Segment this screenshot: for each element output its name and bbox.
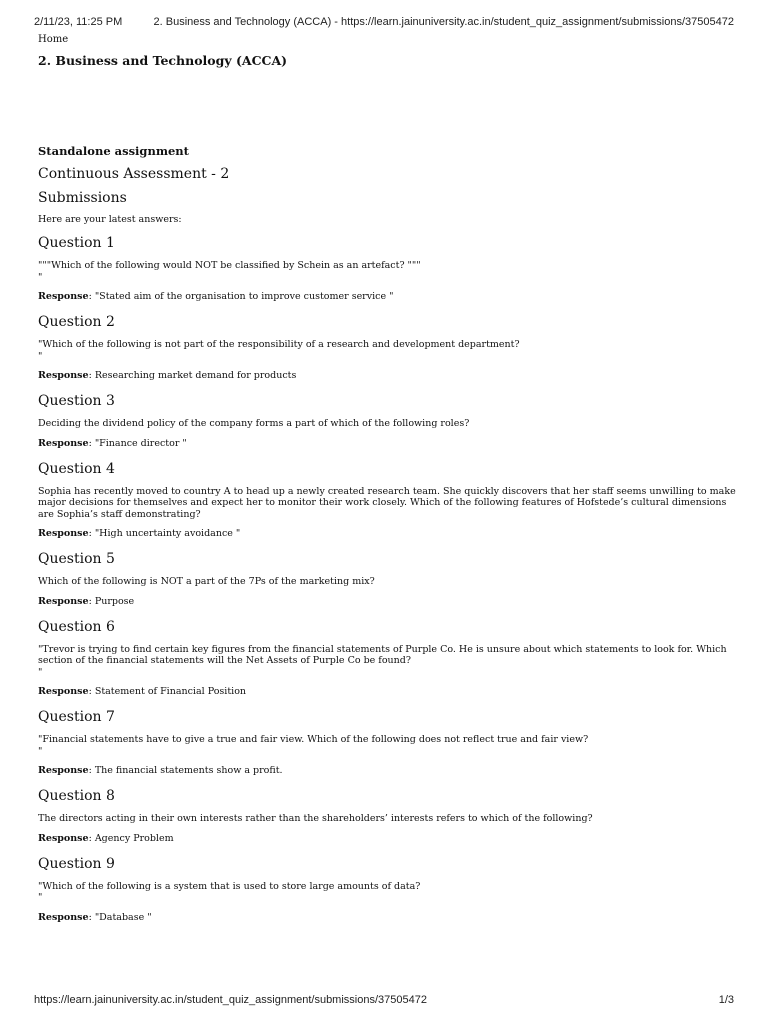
question-block	[38, 709, 738, 776]
print-footer	[34, 994, 734, 1006]
question-title: Question 4	[38, 460, 115, 477]
response-label: Response	[38, 686, 89, 697]
context-label: Standalone assignment	[38, 144, 189, 158]
question-response	[38, 438, 738, 449]
question-title: Question 5	[38, 551, 115, 567]
print-header	[34, 16, 734, 28]
response-label: Response	[38, 595, 89, 607]
question-response	[38, 833, 738, 844]
question-block	[38, 461, 738, 540]
response-label: Response	[38, 291, 89, 302]
question-text: Deciding the dividend policy of the company forms a part of which of the following roles?	[38, 418, 470, 429]
question-response	[38, 291, 738, 302]
response-colon: :	[88, 370, 95, 381]
response-value: Researching market demand for products	[94, 370, 297, 381]
response-colon: :	[88, 911, 95, 923]
question-title: Question 2	[38, 314, 115, 330]
question-block	[38, 619, 738, 698]
response-colon: :	[88, 291, 95, 302]
response-value: Agency Problem	[94, 832, 174, 844]
response-value: "Stated aim of the organisation to improve customer service "	[94, 291, 394, 302]
question-response	[38, 528, 738, 539]
question-title: Question 9	[38, 855, 115, 872]
question-block	[38, 314, 738, 381]
question-block	[38, 551, 738, 607]
response-value: "Database "	[94, 911, 152, 923]
print-footer-url: https://learn.jainuniversity.ac.in/student_quiz_assignment/submissions/37505472	[34, 994, 427, 1006]
response-label: Response	[38, 370, 89, 381]
response-colon: :	[88, 832, 95, 844]
response-colon: :	[88, 437, 95, 449]
question-title: Question 8	[38, 788, 115, 804]
question-text: """Which of the following would NOT be classified by Schein as an artefact? """ "	[38, 260, 421, 283]
question-response	[38, 370, 738, 381]
question-response	[38, 596, 738, 607]
response-value: Purpose	[94, 595, 135, 607]
question-response	[38, 912, 738, 923]
question-block	[38, 393, 738, 449]
question-list	[38, 235, 738, 923]
question-block	[38, 856, 738, 923]
question-text: "Which of the following is a system that is used to store large amounts of data? "	[38, 880, 421, 903]
response-value: "High uncertainty avoidance "	[94, 528, 241, 539]
question-block	[38, 788, 738, 844]
question-response	[38, 765, 738, 776]
print-page-number: 1/3	[718, 994, 734, 1006]
intro-text: Here are your latest answers:	[38, 214, 182, 225]
question-text: Sophia has recently moved to country A to head up a newly created research team. She quickly discovers that her staff seems unwilling to make major decisions for themselves and expect her to monitor their work closely. Which of the following features of Hofstede’s cultural dimensions are Sophia’s staff demonstrating?	[38, 485, 736, 520]
question-title: Question 7	[38, 709, 115, 725]
print-doc-title: 2. Business and Technology (ACCA) - https://learn.jainuniversity.ac.in/student_quiz_assignment/submissions/37505472	[153, 16, 734, 28]
question-title: Question 6	[38, 618, 115, 635]
response-label: Response	[38, 528, 89, 539]
response-label: Response	[38, 765, 89, 776]
question-text: The directors acting in their own interests rather than the shareholders’ interests refers to which of the following?	[38, 813, 593, 824]
course-title: 2. Business and Technology (ACCA)	[38, 53, 288, 68]
main-content	[38, 34, 738, 935]
submissions-title: Submissions	[38, 190, 127, 206]
print-datetime: 2/11/23, 11:25 PM	[34, 16, 123, 28]
response-value: Statement of Financial Position	[94, 686, 247, 697]
question-text: "Financial statements have to give a true and fair view. Which of the following does not reflect true and fair view? "	[38, 734, 589, 757]
response-colon: :	[88, 765, 95, 776]
response-label: Response	[38, 911, 89, 923]
question-text: "Trevor is trying to find certain key figures from the financial statements of Purple Co. He is unsure about which statements to look for. Which section of the financial statements will the Net Assets of Purple Co be found? "	[38, 643, 727, 678]
assessment-title: Continuous Assessment - 2	[38, 166, 230, 182]
response-colon: :	[88, 528, 95, 539]
response-value: The financial statements show a profit.	[94, 765, 283, 776]
response-label: Response	[38, 437, 89, 449]
question-text: Which of the following is NOT a part of the 7Ps of the marketing mix?	[38, 576, 375, 587]
question-text: "Which of the following is not part of the responsibility of a research and development department? "	[38, 339, 520, 362]
response-label: Response	[38, 832, 89, 844]
question-response	[38, 686, 738, 697]
question-block	[38, 235, 738, 302]
breadcrumb-home-link[interactable]: Home	[38, 34, 69, 45]
response-colon: :	[88, 595, 95, 607]
question-title: Question 3	[38, 393, 115, 409]
response-value: "Finance director "	[94, 437, 187, 449]
question-title: Question 1	[38, 235, 115, 251]
response-colon: :	[88, 686, 95, 697]
